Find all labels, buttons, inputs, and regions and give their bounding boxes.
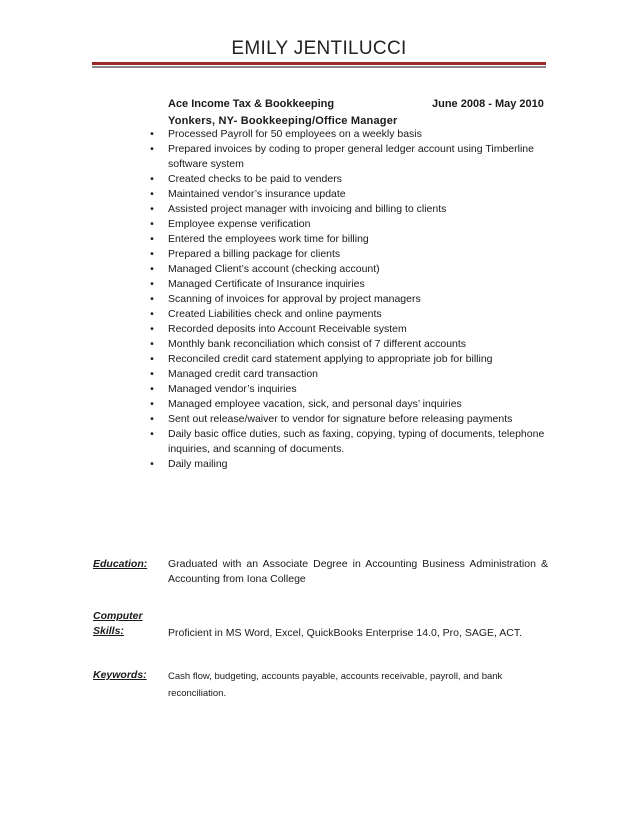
bullet-icon: • <box>150 263 154 275</box>
duty-item <box>148 187 548 202</box>
education-label: Education: <box>93 558 148 570</box>
duty-item <box>148 232 548 247</box>
duty-item <box>148 172 548 187</box>
bullet-icon: • <box>150 428 154 440</box>
bullet-icon: • <box>150 368 154 380</box>
duty-text: Prepared invoices by coding to proper general ledger account using Timberline software system <box>168 143 534 170</box>
bullet-icon: • <box>150 398 154 410</box>
duty-text: Managed Client’s account (checking account) <box>168 263 380 275</box>
duty-text: Created checks to be paid to venders <box>168 173 342 185</box>
duty-item <box>148 322 548 337</box>
duty-item <box>148 352 548 367</box>
duty-item <box>148 337 548 352</box>
job-duties-list <box>148 127 548 472</box>
resume-name: EMILY JENTILUCCI <box>231 38 407 59</box>
bullet-icon: • <box>150 293 154 305</box>
duty-text: Monthly bank reconciliation which consist of 7 different accounts <box>168 338 467 350</box>
duty-text: Daily mailing <box>168 458 228 470</box>
job-header-row <box>168 98 548 115</box>
duty-item <box>148 292 548 307</box>
skills-label-line1: Computer <box>93 610 143 622</box>
bullet-icon: • <box>150 143 154 155</box>
skills-label-line2: Skills: <box>93 625 124 637</box>
duty-text: Assisted project manager with invoicing and billing to clients <box>168 203 447 215</box>
bullet-icon: • <box>150 128 154 140</box>
bullet-icon: • <box>150 338 154 350</box>
bullet-icon: • <box>150 323 154 335</box>
duty-item <box>148 397 548 412</box>
duty-text: Created Liabilities check and online payments <box>168 308 382 320</box>
bullet-icon: • <box>150 458 154 470</box>
duty-item <box>148 217 548 232</box>
bullet-icon: • <box>150 308 154 320</box>
duty-text: Prepared a billing package for clients <box>168 248 341 260</box>
duty-text: Managed employee vacation, sick, and personal days’ inquiries <box>168 398 462 410</box>
skills-text: Proficient in MS Word, Excel, QuickBooks Enterprise 14.0, Pro, SAGE, ACT. <box>168 627 523 639</box>
keywords-label: Keywords: <box>93 669 147 681</box>
duty-text: Managed credit card transaction <box>168 368 318 380</box>
duty-text: Recorded deposits into Account Receivable system <box>168 323 407 335</box>
duty-text: Employee expense verification <box>168 218 311 230</box>
duty-item <box>148 307 548 322</box>
duty-item <box>148 202 548 217</box>
header-rule-grey <box>92 66 546 68</box>
bullet-icon: • <box>150 233 154 245</box>
duty-item <box>148 247 548 262</box>
duty-text: Managed vendor’s inquiries <box>168 383 297 395</box>
skills-label <box>93 609 143 639</box>
duty-text: Scanning of invoices for approval by project managers <box>168 293 421 305</box>
duty-text: Sent out release/waiver to vendor for signature before releasing payments <box>168 413 513 425</box>
education-text: Graduated with an Associate Degree in Accounting Business Administration & Accounting from Iona College <box>168 558 548 585</box>
bullet-icon: • <box>150 218 154 230</box>
bullet-icon: • <box>150 173 154 185</box>
bullet-icon: • <box>150 188 154 200</box>
job-title: Yonkers, NY- Bookkeeping/Office Manager <box>168 115 398 127</box>
bullet-icon: • <box>150 383 154 395</box>
duty-item <box>148 412 548 427</box>
keywords-text: Cash flow, budgeting, accounts payable, accounts receivable, payroll, and bank reconciliation. <box>168 671 503 699</box>
duty-item <box>148 427 548 457</box>
bullet-icon: • <box>150 353 154 365</box>
bullet-icon: • <box>150 278 154 290</box>
bullet-icon: • <box>150 413 154 425</box>
duty-text: Daily basic office duties, such as faxing, copying, typing of documents, telephone inquiries, and scanning of documents. <box>168 428 545 455</box>
duty-item <box>148 262 548 277</box>
duty-item <box>148 367 548 382</box>
job-company: Ace Income Tax & Bookkeeping <box>168 98 335 110</box>
duty-text: Managed Certificate of Insurance inquiries <box>168 278 365 290</box>
duty-text: Processed Payroll for 50 employees on a weekly basis <box>168 128 422 140</box>
duty-text: Entered the employees work time for billing <box>168 233 369 245</box>
duty-text: Reconciled credit card statement applying to appropriate job for billing <box>168 353 493 365</box>
duty-item <box>148 142 548 172</box>
duty-text: Maintained vendor’s insurance update <box>168 188 346 200</box>
duty-item <box>148 277 548 292</box>
duty-item <box>148 457 548 472</box>
header-rule-red <box>92 62 546 65</box>
duty-item <box>148 127 548 142</box>
duty-item <box>148 382 548 397</box>
bullet-icon: • <box>150 248 154 260</box>
bullet-icon: • <box>150 203 154 215</box>
job-dates: June 2008 - May 2010 <box>432 98 544 110</box>
